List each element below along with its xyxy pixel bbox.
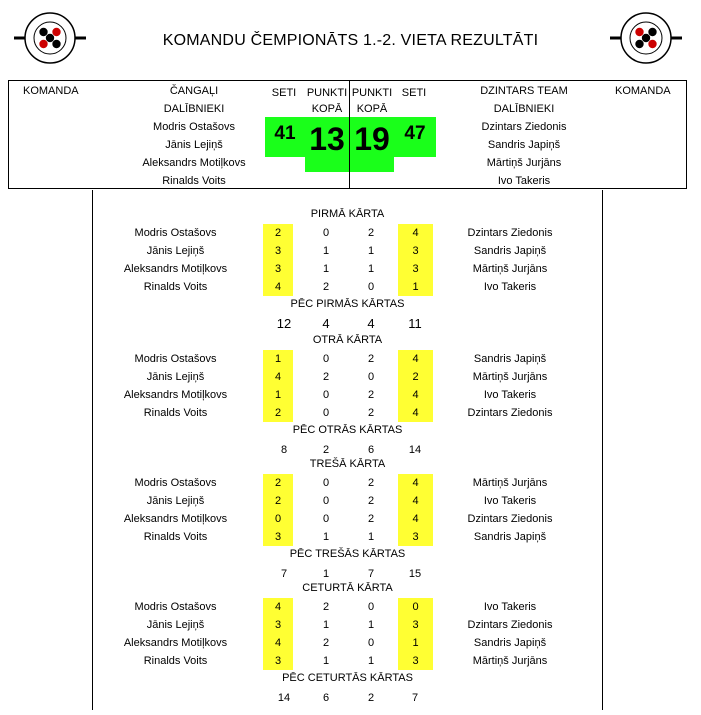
- player-left-name: Modris Ostašovs: [134, 353, 217, 365]
- player-right-name: Ivo Takeris: [483, 281, 537, 293]
- points-right: 2: [367, 407, 375, 419]
- player-right-name: Ivo Takeris: [483, 495, 537, 507]
- komanda-label-right: KOMANDA: [615, 85, 671, 97]
- match-summary-panel: [8, 80, 687, 189]
- match-row: [93, 242, 602, 260]
- match-row: [93, 404, 602, 422]
- total-value: 7: [367, 568, 375, 580]
- points-left: 0: [322, 389, 330, 401]
- sets-right: 3: [398, 260, 433, 278]
- seti-label-left: SETI: [271, 87, 297, 99]
- points-right: 1: [367, 263, 375, 275]
- player-left-name: Rinalds Voits: [143, 655, 208, 667]
- points-left: 0: [322, 353, 330, 365]
- sets-right: 3: [398, 242, 433, 260]
- sets-right: 1: [398, 634, 433, 652]
- round-title: OTRĀ KĀRTA: [312, 334, 383, 346]
- match-row: [93, 350, 602, 368]
- sets-left: 4: [263, 278, 293, 296]
- player-right: Ivo Takeris: [497, 175, 551, 187]
- after-round-title: PĒC PIRMĀS KĀRTAS: [290, 298, 405, 310]
- player-right: Sandris Japiņš: [487, 139, 561, 151]
- points-left: 2: [322, 281, 330, 293]
- total-value: 12: [276, 316, 292, 331]
- points-right: 0: [367, 371, 375, 383]
- match-row: [93, 260, 602, 278]
- player-left-name: Jānis Lejiņš: [146, 495, 205, 507]
- sets-right: 4: [398, 386, 433, 404]
- match-row: [93, 528, 602, 546]
- sets-right: 4: [398, 404, 433, 422]
- player-right-name: Mārtiņš Jurjāns: [472, 263, 548, 275]
- match-row: [93, 368, 602, 386]
- player-left: Aleksandrs Motiļkovs: [142, 157, 246, 169]
- player-right-name: Ivo Takeris: [483, 389, 537, 401]
- match-row: [93, 224, 602, 242]
- points-right: 0: [367, 637, 375, 649]
- points-left: 1: [322, 655, 330, 667]
- player-left-name: Rinalds Voits: [143, 531, 208, 543]
- sets-left: 3: [263, 616, 293, 634]
- total-value: 2: [367, 692, 375, 704]
- points-right: 1: [367, 245, 375, 257]
- player-left-name: Jānis Lejiņš: [146, 619, 205, 631]
- player-left-name: Aleksandrs Motiļkovs: [123, 389, 228, 401]
- match-row: [93, 278, 602, 296]
- total-value: 8: [280, 444, 288, 456]
- sets-left: 2: [263, 224, 293, 242]
- match-row: [93, 386, 602, 404]
- points-left: 0: [322, 227, 330, 239]
- sets-left: 4: [263, 368, 293, 386]
- player-right-name: Sandris Japiņš: [473, 245, 547, 257]
- points-right: 1: [367, 655, 375, 667]
- points-left: 1: [322, 531, 330, 543]
- sets-right: 0: [398, 598, 433, 616]
- komanda-label-left: KOMANDA: [23, 85, 79, 97]
- sets-right: 3: [398, 652, 433, 670]
- points-left: 2: [322, 637, 330, 649]
- sets-right: 4: [398, 224, 433, 242]
- sets-right: 1: [398, 278, 433, 296]
- points-left: 2: [322, 601, 330, 613]
- points-left: 1: [322, 263, 330, 275]
- total-value: 2: [322, 444, 330, 456]
- total-value: 4: [322, 316, 330, 331]
- player-left-name: Aleksandrs Motiļkovs: [123, 637, 228, 649]
- player-left-name: Modris Ostašovs: [134, 227, 217, 239]
- team-name-left: ČANGAĻI: [169, 85, 219, 97]
- match-row: [93, 598, 602, 616]
- points-right: 1: [367, 531, 375, 543]
- player-right-name: Mārtiņš Jurjāns: [472, 655, 548, 667]
- total-value: 11: [408, 316, 422, 331]
- points-left: 0: [322, 477, 330, 489]
- total-value: 15: [408, 568, 422, 580]
- points-left: 0: [322, 495, 330, 507]
- sets-right: 4: [398, 510, 433, 528]
- match-row: [93, 616, 602, 634]
- sets-left: 1: [263, 350, 293, 368]
- player-right-name: Ivo Takeris: [483, 601, 537, 613]
- round-title: TREŠĀ KĀRTA: [309, 458, 386, 470]
- match-row: [93, 510, 602, 528]
- punkti-label-right: PUNKTI: [351, 87, 393, 99]
- match-row: [93, 474, 602, 492]
- kopa-label-left: KOPĀ: [311, 103, 343, 115]
- match-row: [93, 652, 602, 670]
- match-row: [93, 634, 602, 652]
- after-round-title: PĒC CETURTĀS KĀRTAS: [282, 672, 413, 684]
- player-left-name: Rinalds Voits: [143, 281, 208, 293]
- player-right-name: Dzintars Ziedonis: [467, 619, 553, 631]
- player-left: Jānis Lejiņš: [165, 139, 223, 151]
- total-value: 7: [280, 568, 288, 580]
- sets-total-right: 47: [404, 123, 426, 144]
- points-right: 2: [367, 477, 375, 489]
- round-totals: [93, 316, 602, 332]
- total-value: 1: [322, 568, 330, 580]
- sets-right: 3: [398, 528, 433, 546]
- points-right: 1: [367, 619, 375, 631]
- points-total-left: 13: [309, 121, 345, 157]
- player-left-name: Aleksandrs Motiļkovs: [123, 513, 228, 525]
- sets-left: 1: [263, 386, 293, 404]
- player-left-name: Aleksandrs Motiļkovs: [123, 263, 228, 275]
- player-right-name: Dzintars Ziedonis: [467, 513, 553, 525]
- dalibnieki-label-right: DALĪBNIEKI: [493, 103, 555, 115]
- match-row: [93, 492, 602, 510]
- sets-left: 0: [263, 510, 293, 528]
- round-title: PIRMĀ KĀRTA: [310, 208, 385, 220]
- points-right: 2: [367, 389, 375, 401]
- player-left: Rinalds Voits: [162, 175, 226, 187]
- points-right: 0: [367, 601, 375, 613]
- player-right-name: Dzintars Ziedonis: [467, 407, 553, 419]
- round-totals: [93, 692, 602, 708]
- player-right-name: Sandris Japiņš: [473, 353, 547, 365]
- team-name-right: DZINTARS TEAM: [480, 85, 568, 97]
- sets-left: 3: [263, 528, 293, 546]
- player-right-name: Dzintars Ziedonis: [467, 227, 553, 239]
- sets-right: 3: [398, 616, 433, 634]
- player-left-name: Jānis Lejiņš: [146, 371, 205, 383]
- points-right: 2: [367, 513, 375, 525]
- round-title: CETURTĀ KĀRTA: [302, 582, 393, 594]
- points-left: 0: [322, 407, 330, 419]
- player-right-name: Sandris Japiņš: [473, 531, 547, 543]
- punkti-label-left: PUNKTI: [306, 87, 348, 99]
- total-value: 6: [367, 444, 375, 456]
- points-right: 2: [367, 353, 375, 365]
- total-value: 14: [277, 692, 291, 704]
- sets-total-left: 41: [274, 123, 296, 144]
- page-title: KOMANDU ČEMPIONĀTS 1.-2. VIETA REZULTĀTI: [162, 32, 539, 49]
- player-left-name: Jānis Lejiņš: [146, 245, 205, 257]
- points-total-right: 19: [354, 121, 390, 157]
- total-value: 14: [408, 444, 422, 456]
- seti-label-right: SETI: [401, 87, 427, 99]
- points-right: 2: [367, 495, 375, 507]
- player-right-name: Mārtiņš Jurjāns: [472, 371, 548, 383]
- total-value: 6: [322, 692, 330, 704]
- rounds-panel: [92, 190, 603, 710]
- sets-left: 3: [263, 652, 293, 670]
- sets-left: 2: [263, 404, 293, 422]
- player-left-name: Modris Ostašovs: [134, 601, 217, 613]
- player-left: Modris Ostašovs: [153, 121, 235, 133]
- player-left-name: Modris Ostašovs: [134, 477, 217, 489]
- player-right: Dzintars Ziedonis: [481, 121, 567, 133]
- points-left: 2: [322, 371, 330, 383]
- player-right: Mārtiņš Jurjāns: [486, 157, 562, 169]
- sets-left: 4: [263, 598, 293, 616]
- points-right: 2: [367, 227, 375, 239]
- points-left: 1: [322, 619, 330, 631]
- sets-right: 4: [398, 492, 433, 510]
- points-left: 0: [322, 513, 330, 525]
- player-right-name: Mārtiņš Jurjāns: [472, 477, 548, 489]
- sets-left: 3: [263, 242, 293, 260]
- sets-left: 2: [263, 492, 293, 510]
- total-value: 4: [367, 316, 375, 331]
- after-round-title: PĒC OTRĀS KĀRTAS: [292, 424, 403, 436]
- points-left: 1: [322, 245, 330, 257]
- sets-left: 2: [263, 474, 293, 492]
- sets-left: 3: [263, 260, 293, 278]
- sets-left: 4: [263, 634, 293, 652]
- points-right: 0: [367, 281, 375, 293]
- kopa-label-right: KOPĀ: [356, 103, 388, 115]
- after-round-title: PĒC TREŠĀS KĀRTAS: [289, 548, 406, 560]
- sets-right: 4: [398, 350, 433, 368]
- player-left-name: Rinalds Voits: [143, 407, 208, 419]
- dalibnieki-label-left: DALĪBNIEKI: [163, 103, 225, 115]
- total-value: 7: [411, 692, 419, 704]
- sets-right: 2: [398, 368, 433, 386]
- sets-right: 4: [398, 474, 433, 492]
- player-right-name: Sandris Japiņš: [473, 637, 547, 649]
